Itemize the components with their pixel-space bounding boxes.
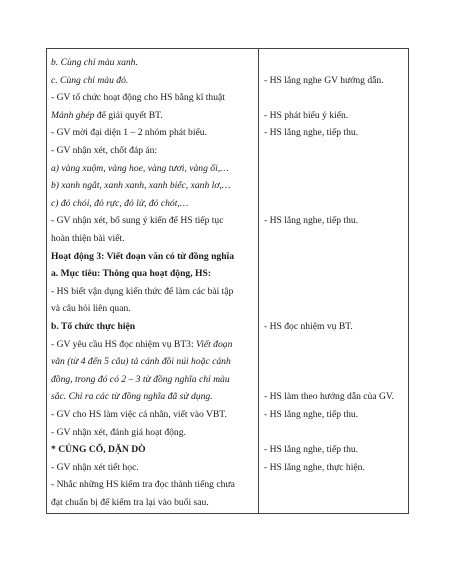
- teacher-line: [51, 251, 234, 263]
- text-run: Viết đoạn: [196, 338, 233, 350]
- student-line: - HS làm theo hướng dẫn của GV.: [264, 391, 394, 403]
- text-run: - GV nhận xét, chốt đáp án:: [51, 145, 158, 156]
- text-run: - GV cho HS làm việc cá nhân, viết vào VBT.: [51, 409, 227, 420]
- teacher-line: [51, 427, 186, 439]
- student-line: - HS phát biểu ý kiến.: [264, 109, 349, 121]
- text-run: b) xanh ngắt, xanh xanh, xanh biếc, xanh lơ,…: [51, 180, 231, 192]
- text-run: - GV mời đại diện 1 – 2 nhóm phát biểu.: [51, 127, 207, 139]
- student-line: - HS lắng nghe, thực hiện.: [264, 461, 365, 473]
- text-run: - GV nhận xét, bổ sung ý kiến để HS tiếp tục: [51, 215, 224, 227]
- teacher-line: [51, 163, 229, 175]
- student-line: - HS lắng nghe, tiếp thu.: [264, 409, 359, 420]
- teacher-line: [51, 233, 125, 245]
- teacher-line: [51, 391, 213, 403]
- text-run: * CỦNG CỐ, DẶN DÒ: [51, 444, 146, 456]
- teacher-line: [51, 268, 211, 280]
- teacher-line: [51, 356, 231, 368]
- text-run: b. Cùng chỉ màu xanh.: [51, 57, 138, 68]
- teacher-line: [51, 57, 138, 69]
- lesson-table: [46, 48, 409, 514]
- text-run: - Nhắc những HS kiểm tra đọc thành tiếng chưa: [51, 479, 235, 491]
- text-run: b. Tổ chức thực hiện: [51, 321, 136, 332]
- column-divider: [258, 49, 259, 513]
- text-run: - GV nhận xét tiết học.: [51, 461, 139, 473]
- teacher-line: [51, 92, 225, 104]
- text-run: đồng, trong đó có 2 – 3 từ đồng nghĩa chỉ màu: [51, 373, 230, 385]
- text-run: c) đỏ chói, đỏ rực, đỏ lừ, đỏ chót,…: [51, 197, 189, 209]
- teacher-line: [51, 339, 232, 351]
- teacher-line: [51, 215, 224, 227]
- text-run: - HS biết vận dụng kiến thức để làm các bài tập: [51, 285, 234, 297]
- text-run: đạt chuẩn bị để kiểm tra lại vào buổi sau.: [51, 497, 209, 508]
- text-run: - GV yêu cầu HS đọc nhiệm vụ BT3:: [51, 338, 197, 350]
- teacher-line: [51, 462, 139, 474]
- text-run: a. Mục tiêu: Thông qua hoạt động, HS:: [51, 268, 212, 280]
- student-line: - HS lắng nghe GV hướng dẫn.: [264, 74, 384, 86]
- teacher-line: [51, 75, 128, 87]
- teacher-line: [51, 479, 235, 491]
- student-line: - HS lắng nghe, tiếp thu.: [264, 127, 359, 139]
- teacher-line: [51, 110, 163, 122]
- teacher-line: [51, 303, 131, 315]
- teacher-line: [51, 180, 230, 192]
- teacher-line: [51, 127, 207, 139]
- text-run: sắc. Chỉ ra các từ đồng nghĩa đã sử dụng.: [51, 391, 213, 403]
- teacher-line: [51, 286, 233, 298]
- text-run: hoàn thiện bài viết.: [51, 233, 125, 244]
- text-run: Hoạt động 3: Viết đoạn văn có từ đồng nghĩa: [51, 250, 235, 262]
- student-line: - HS đọc nhiệm vụ BT.: [264, 321, 353, 332]
- text-run: để giải quyết BT.: [94, 109, 163, 121]
- teacher-line: [51, 145, 157, 157]
- student-line: - HS lắng nghe, tiếp thu.: [264, 215, 359, 227]
- teacher-line: [51, 321, 135, 333]
- text-run: - GV nhận xét, đánh giá hoạt động.: [51, 426, 186, 438]
- text-run: c. Cùng chỉ màu đỏ.: [51, 74, 129, 86]
- text-run: văn (từ 4 đến 5 câu) tả cánh đồi núi hoặc cánh: [51, 356, 231, 368]
- teacher-line: [51, 374, 230, 386]
- text-run: và câu hỏi liên quan.: [51, 303, 131, 315]
- student-line: - HS lắng nghe, tiếp thu.: [264, 444, 359, 456]
- text-run: Mảnh ghép: [51, 109, 95, 121]
- teacher-line: [51, 444, 146, 456]
- teacher-line: [51, 198, 188, 210]
- text-run: a) vàng xuộm, vàng hoe, vàng tươi, vàng ối,…: [51, 162, 229, 174]
- teacher-line: [51, 409, 227, 421]
- teacher-line: [51, 497, 209, 509]
- text-run: - GV tổ chức hoạt động cho HS bằng kĩ thuật: [51, 92, 225, 104]
